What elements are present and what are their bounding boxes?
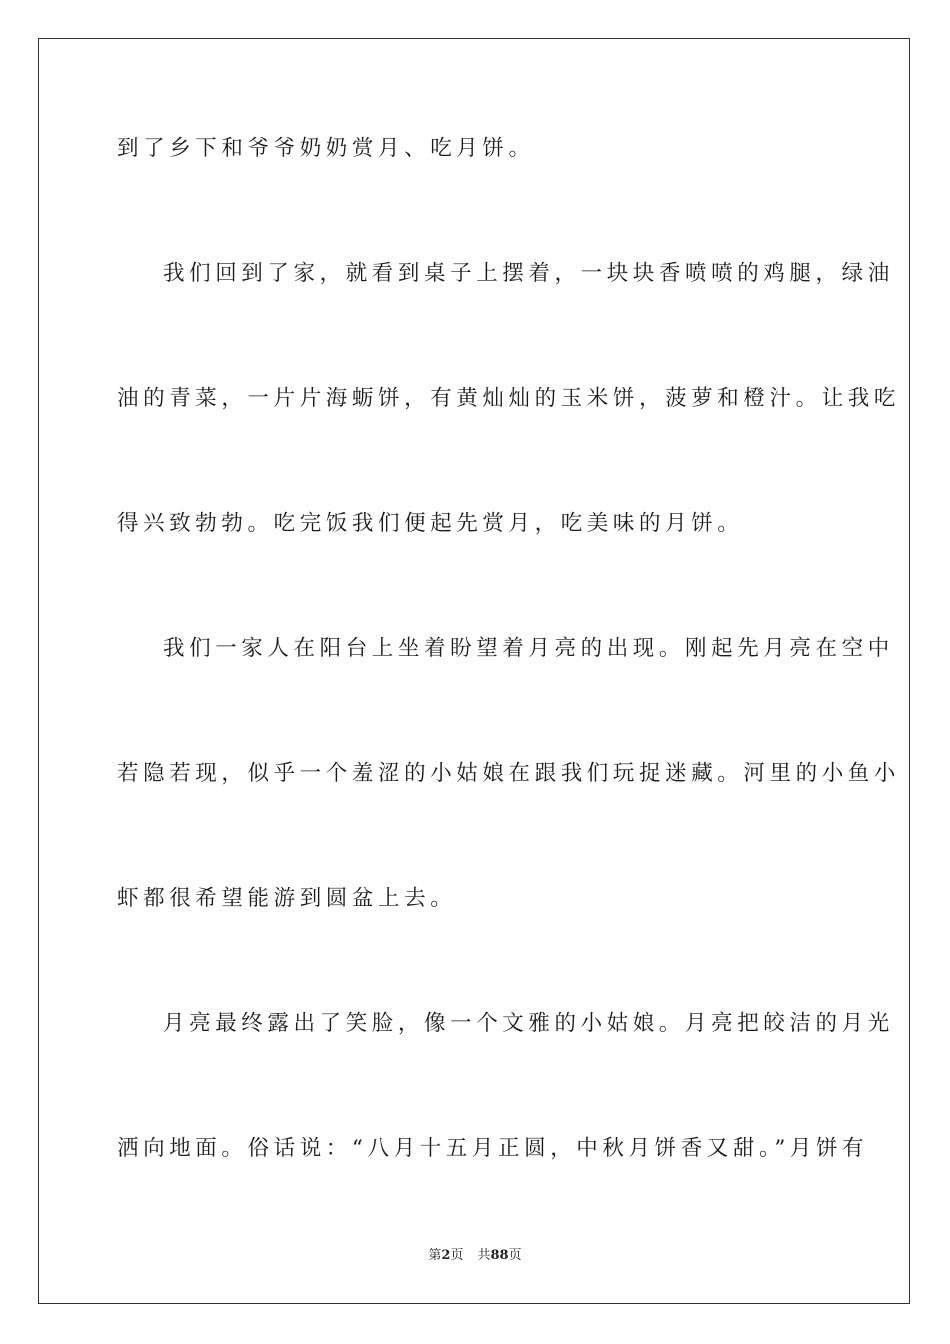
page-footer xyxy=(0,1247,950,1265)
page-border xyxy=(38,38,910,1304)
total-pages-number: 88 xyxy=(490,1248,509,1263)
footer-page-suffix: 页 xyxy=(450,1248,464,1263)
footer-total-suffix: 页 xyxy=(508,1248,522,1263)
footer-prefix: 第 xyxy=(428,1248,442,1263)
current-page-number: 2 xyxy=(441,1248,451,1263)
footer-total-prefix: 共 xyxy=(477,1248,491,1263)
text-line: 得兴致勃勃。吃完饭我们便起先赏月，吃美味的月饼。 xyxy=(117,511,744,536)
text-line: 虾都很希望能游到圆盆上去。 xyxy=(117,886,457,911)
text-line: 若隐若现，似乎一个羞涩的小姑娘在跟我们玩捉迷藏。河里的小鱼小 xyxy=(117,761,901,786)
paragraph-first-line: 我们一家人在阳台上坐着盼望着月亮的出现。刚起先月亮在空中 xyxy=(163,636,894,661)
text-line: 油的青菜，一片片海蛎饼，有黄灿灿的玉米饼，菠萝和橙汁。让我吃 xyxy=(117,386,901,411)
text-line: 洒向地面。俗话说：“八月十五月正圆，中秋月饼香又甜。”月饼有 xyxy=(117,1136,869,1161)
text-line: 到了乡下和爷爷奶奶赏月、吃月饼。 xyxy=(117,136,535,161)
paragraph-first-line: 月亮最终露出了笑脸，像一个文雅的小姑娘。月亮把皎洁的月光 xyxy=(163,1011,894,1036)
paragraph-first-line: 我们回到了家，就看到桌子上摆着，一块块香喷喷的鸡腿，绿油 xyxy=(163,261,894,286)
